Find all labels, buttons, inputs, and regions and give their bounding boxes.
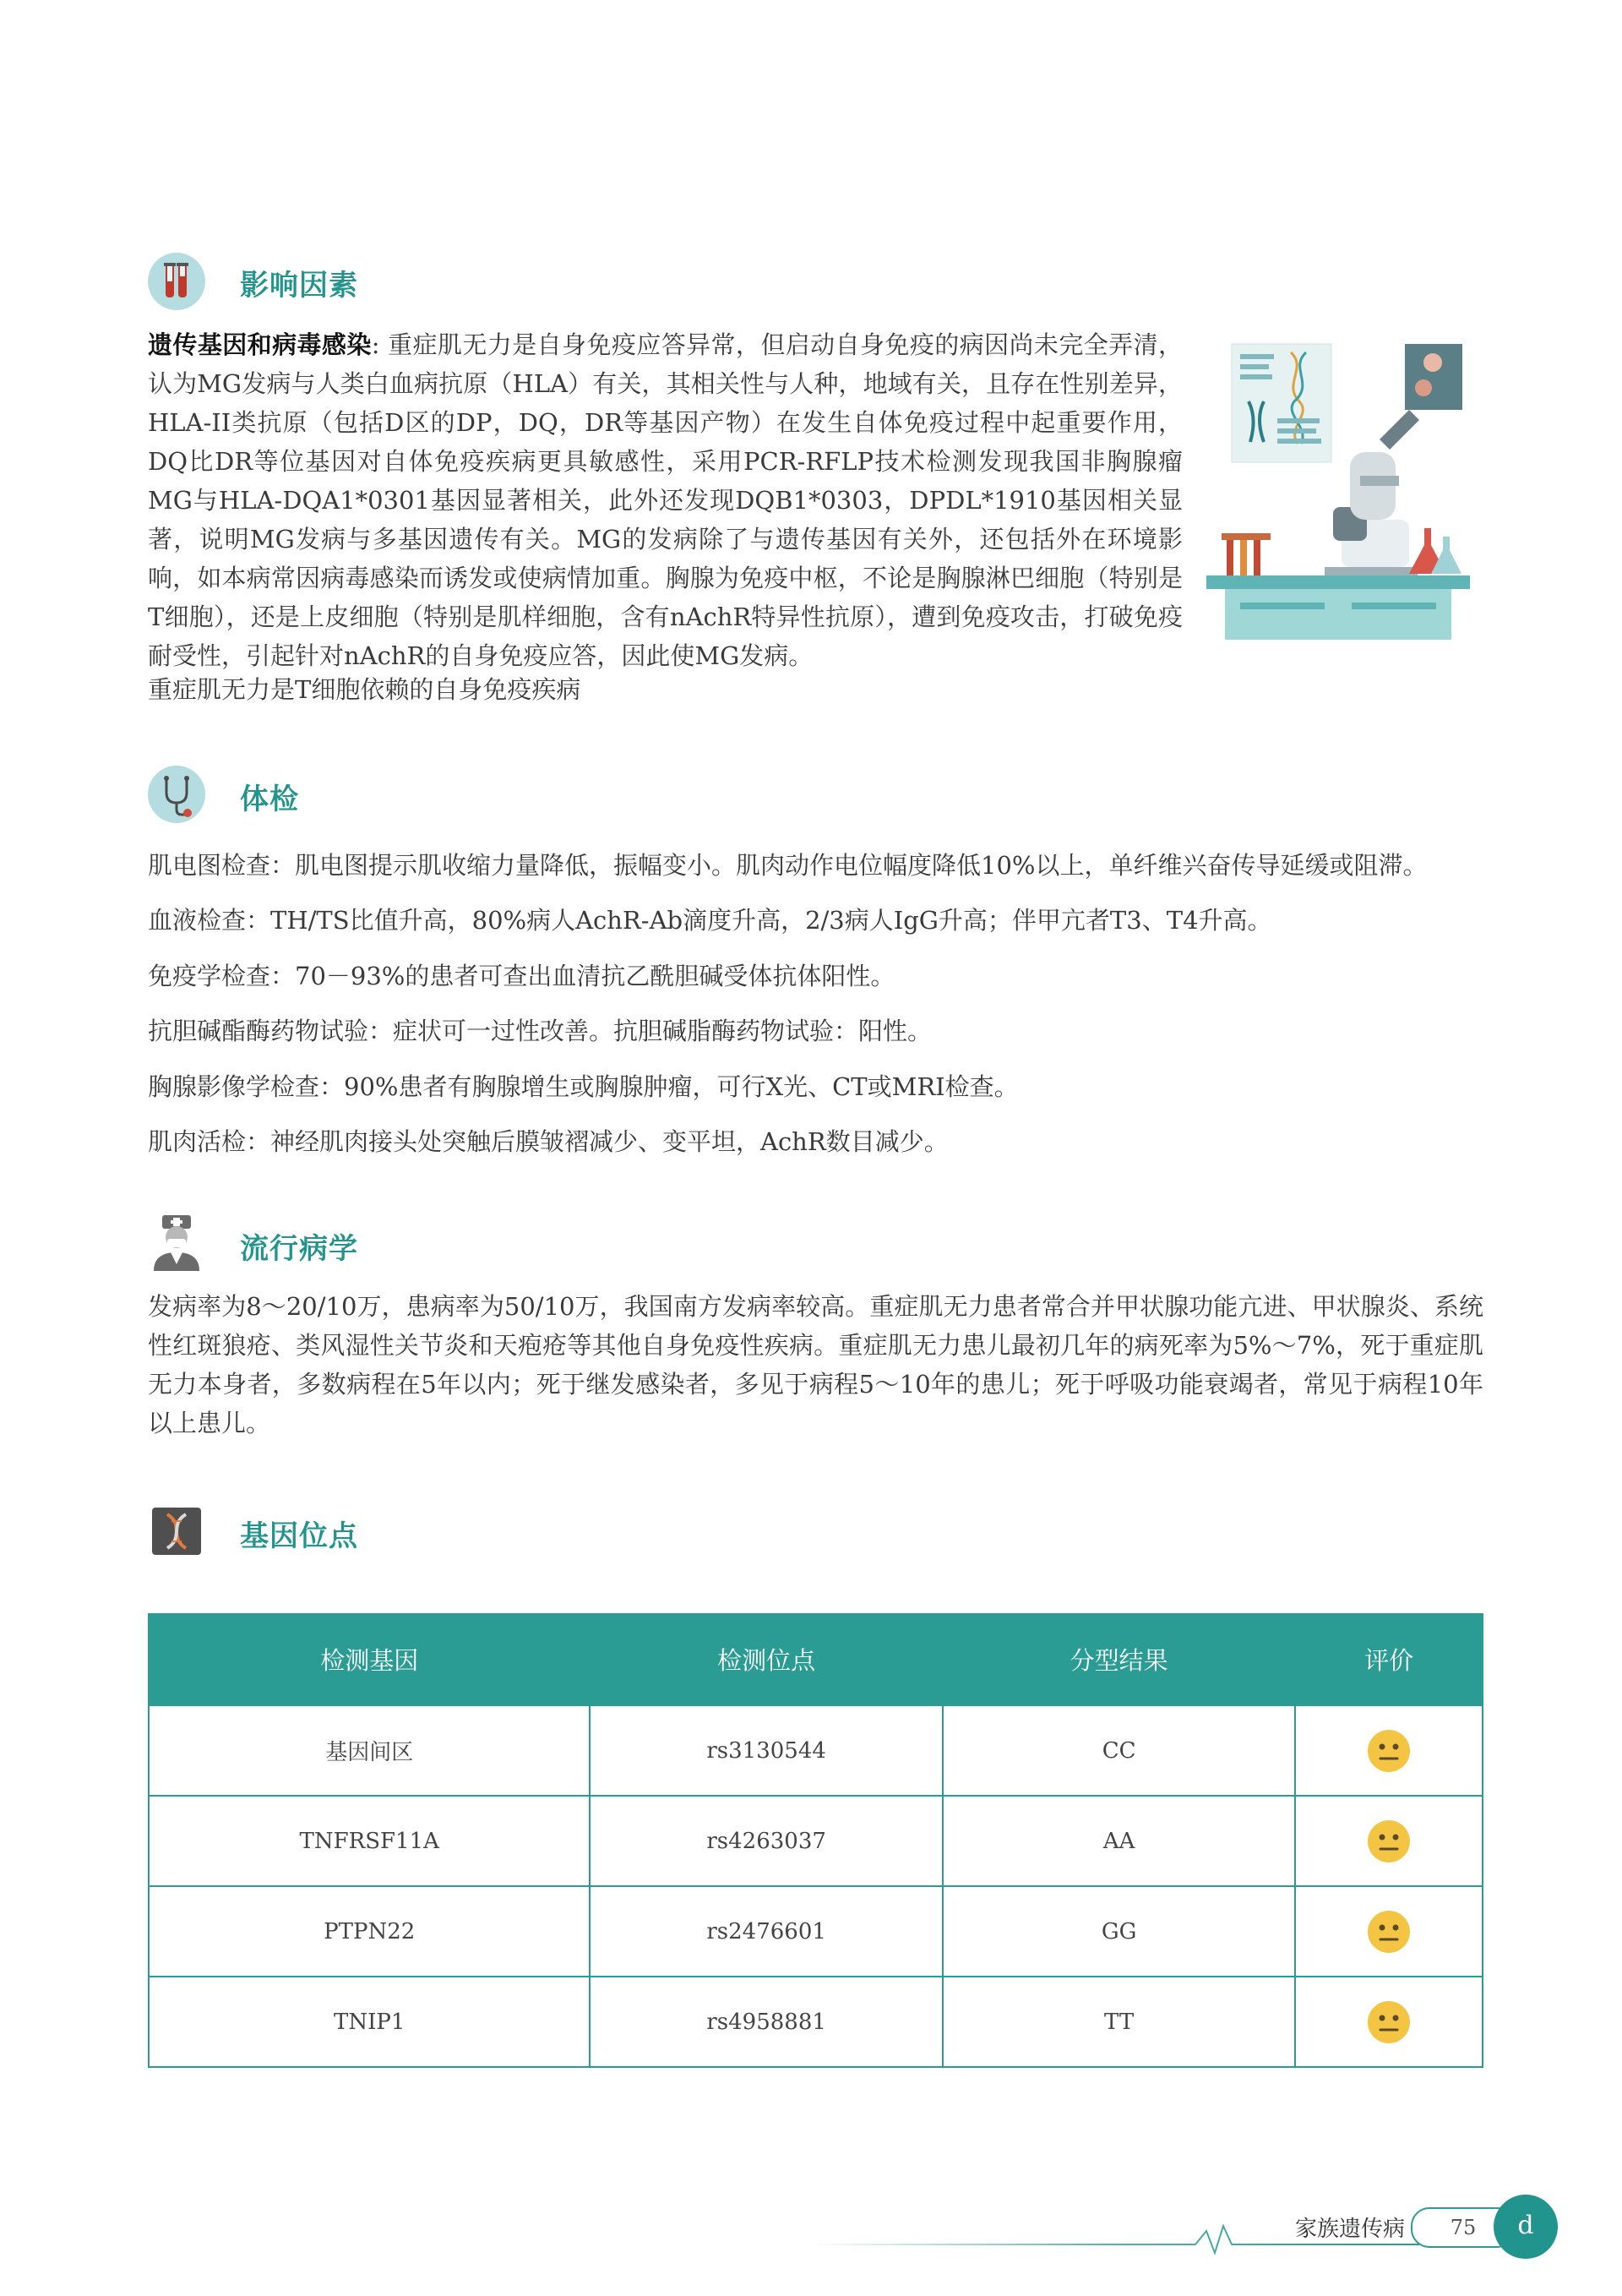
cell-genotype: CC xyxy=(943,1705,1295,1796)
neutral-face-icon xyxy=(1366,1909,1412,1955)
exam-line-drug-test: 抗胆碱酯酶药物试验：症状可一过性改善。抗胆碱脂酶药物试验：阳性。 xyxy=(148,1017,933,1045)
doctor-icon xyxy=(150,1213,203,1271)
cell-rating xyxy=(1295,1705,1483,1796)
cell-gene: PTPN22 xyxy=(149,1886,590,1977)
header-rating: 评价 xyxy=(1295,1613,1483,1705)
table-header-row xyxy=(149,1613,1483,1705)
exam-line-biopsy: 肌肉活检：神经肌肉接头处突触后膜皱褶减少、变平坦，AchR数目减少。 xyxy=(148,1127,949,1156)
cell-rating xyxy=(1295,1886,1483,1977)
header-genotype: 分型结果 xyxy=(943,1613,1295,1705)
table-row xyxy=(149,1886,1483,1977)
neutral-face-icon xyxy=(1366,1819,1412,1864)
factors-lead: 遗传基因和病毒感染 xyxy=(148,330,372,359)
page-number: 75 xyxy=(1450,2216,1477,2239)
footer-title: 家族遗传病 xyxy=(1295,2217,1406,2242)
cell-rating xyxy=(1295,1796,1483,1886)
cell-genotype: GG xyxy=(943,1886,1295,1977)
cell-site: rs4263037 xyxy=(590,1796,943,1886)
factors-paragraph xyxy=(148,325,1183,675)
section-title-loci: 基因位点 xyxy=(240,1519,358,1553)
header-site: 检测位点 xyxy=(590,1613,943,1705)
page-badge xyxy=(1494,2195,1558,2259)
cell-genotype: TT xyxy=(943,1977,1295,2067)
factors-body: : 重症肌无力是自身免疫应答异常，但启动自身免疫的病因尚未完全弄清，认为MG发病与人类白血病抗原（HLA）有关，其相关性与人种，地域有关，且存在性别差异，HLA-II类抗原（包括D区的DP，DQ，DR等基因产物）在发生自体免疫过程中起重要作用，DQ比DR等位基因对自体免疫疾病更具敏感性，采用PCR-RFLP技术检测发现我国非胸腺瘤MG与HLA-DQA1*0301基因显著相关，此外还发现DQB1*0303，DPDL*1910基因相关显著，说明MG发病与多基因遗传有关。MG的发病除了与遗传基因有关外，还包括外在环境影响，如本病常因病毒感染而诱发或使病情加重。胸腺为免疫中枢，不论是胸腺淋巴细胞（特别是T细胞），还是上皮细胞（特别是肌样细胞，含有nAchR特异性抗原），遭到免疫攻击，打破免疫耐受性，引起针对nAchR的自身免疫应答，因此使MG发病。 xyxy=(148,330,1183,670)
cell-gene: TNFRSF11A xyxy=(149,1796,590,1886)
exam-line-emg: 肌电图检查：肌电图提示肌收缩力量降低，振幅变小。肌肉动作电位幅度降低10%以上，单纤维兴奋传导延缓或阻滞。 xyxy=(148,851,1428,880)
cell-gene: 基因间区 xyxy=(149,1705,590,1796)
header-gene: 检测基因 xyxy=(149,1613,590,1705)
cell-site: rs3130544 xyxy=(590,1705,943,1796)
section-title-factors: 影响因素 xyxy=(240,269,358,303)
neutral-face-icon xyxy=(1366,1728,1412,1774)
test-tube-icon xyxy=(148,253,205,310)
exam-line-immunology: 免疫学检查：70－93%的患者可查出血清抗乙酰胆碱受体抗体阳性。 xyxy=(148,962,895,990)
cell-site: rs2476601 xyxy=(590,1886,943,1977)
section-title-exam: 体检 xyxy=(240,783,299,816)
page-badge-letter: d xyxy=(1517,2211,1534,2240)
lab-microscope-illustration xyxy=(1206,334,1470,646)
cell-gene: TNIP1 xyxy=(149,1977,590,2067)
dna-icon xyxy=(150,1506,203,1557)
table-row xyxy=(149,1796,1483,1886)
neutral-face-icon xyxy=(1366,1999,1412,2045)
stethoscope-icon xyxy=(148,766,205,823)
exam-line-blood: 血液检查：TH/TS比值升高，80%病人AchR-Ab滴度升高，2/3病人IgG升高；伴甲亢者T3、T4升高。 xyxy=(148,906,1272,935)
cell-rating xyxy=(1295,1977,1483,2067)
table-row xyxy=(149,1705,1483,1796)
gene-loci-table xyxy=(148,1613,1483,2068)
section-title-epidemiology: 流行病学 xyxy=(240,1232,358,1266)
cell-genotype: AA xyxy=(943,1796,1295,1886)
factors-last-line: 重症肌无力是T细胞依赖的自身免疫疾病 xyxy=(148,675,581,704)
epidemiology-paragraph: 发病率为8～20/10万，患病率为50/10万，我国南方发病率较高。重症肌无力患者常合并甲状腺功能亢进、甲状腺炎、系统性红斑狼疮、类风湿性关节炎和天疱疮等其他自身免疫性疾病。重症肌无力患儿最初几年的病死率为5%～7%，死于重症肌无力本身者，多数病程在5年以内；死于继发感染者，多见于病程5～10年的患儿；死于呼吸功能衰竭者，常见于病程10年以上患儿。 xyxy=(148,1292,1483,1437)
exam-line-thymus-imaging: 胸腺影像学检查：90%患者有胸腺增生或胸腺肿瘤，可行X光、CT或MRI检查。 xyxy=(148,1072,1019,1101)
cell-site: rs4958881 xyxy=(590,1977,943,2067)
table-row xyxy=(149,1977,1483,2067)
